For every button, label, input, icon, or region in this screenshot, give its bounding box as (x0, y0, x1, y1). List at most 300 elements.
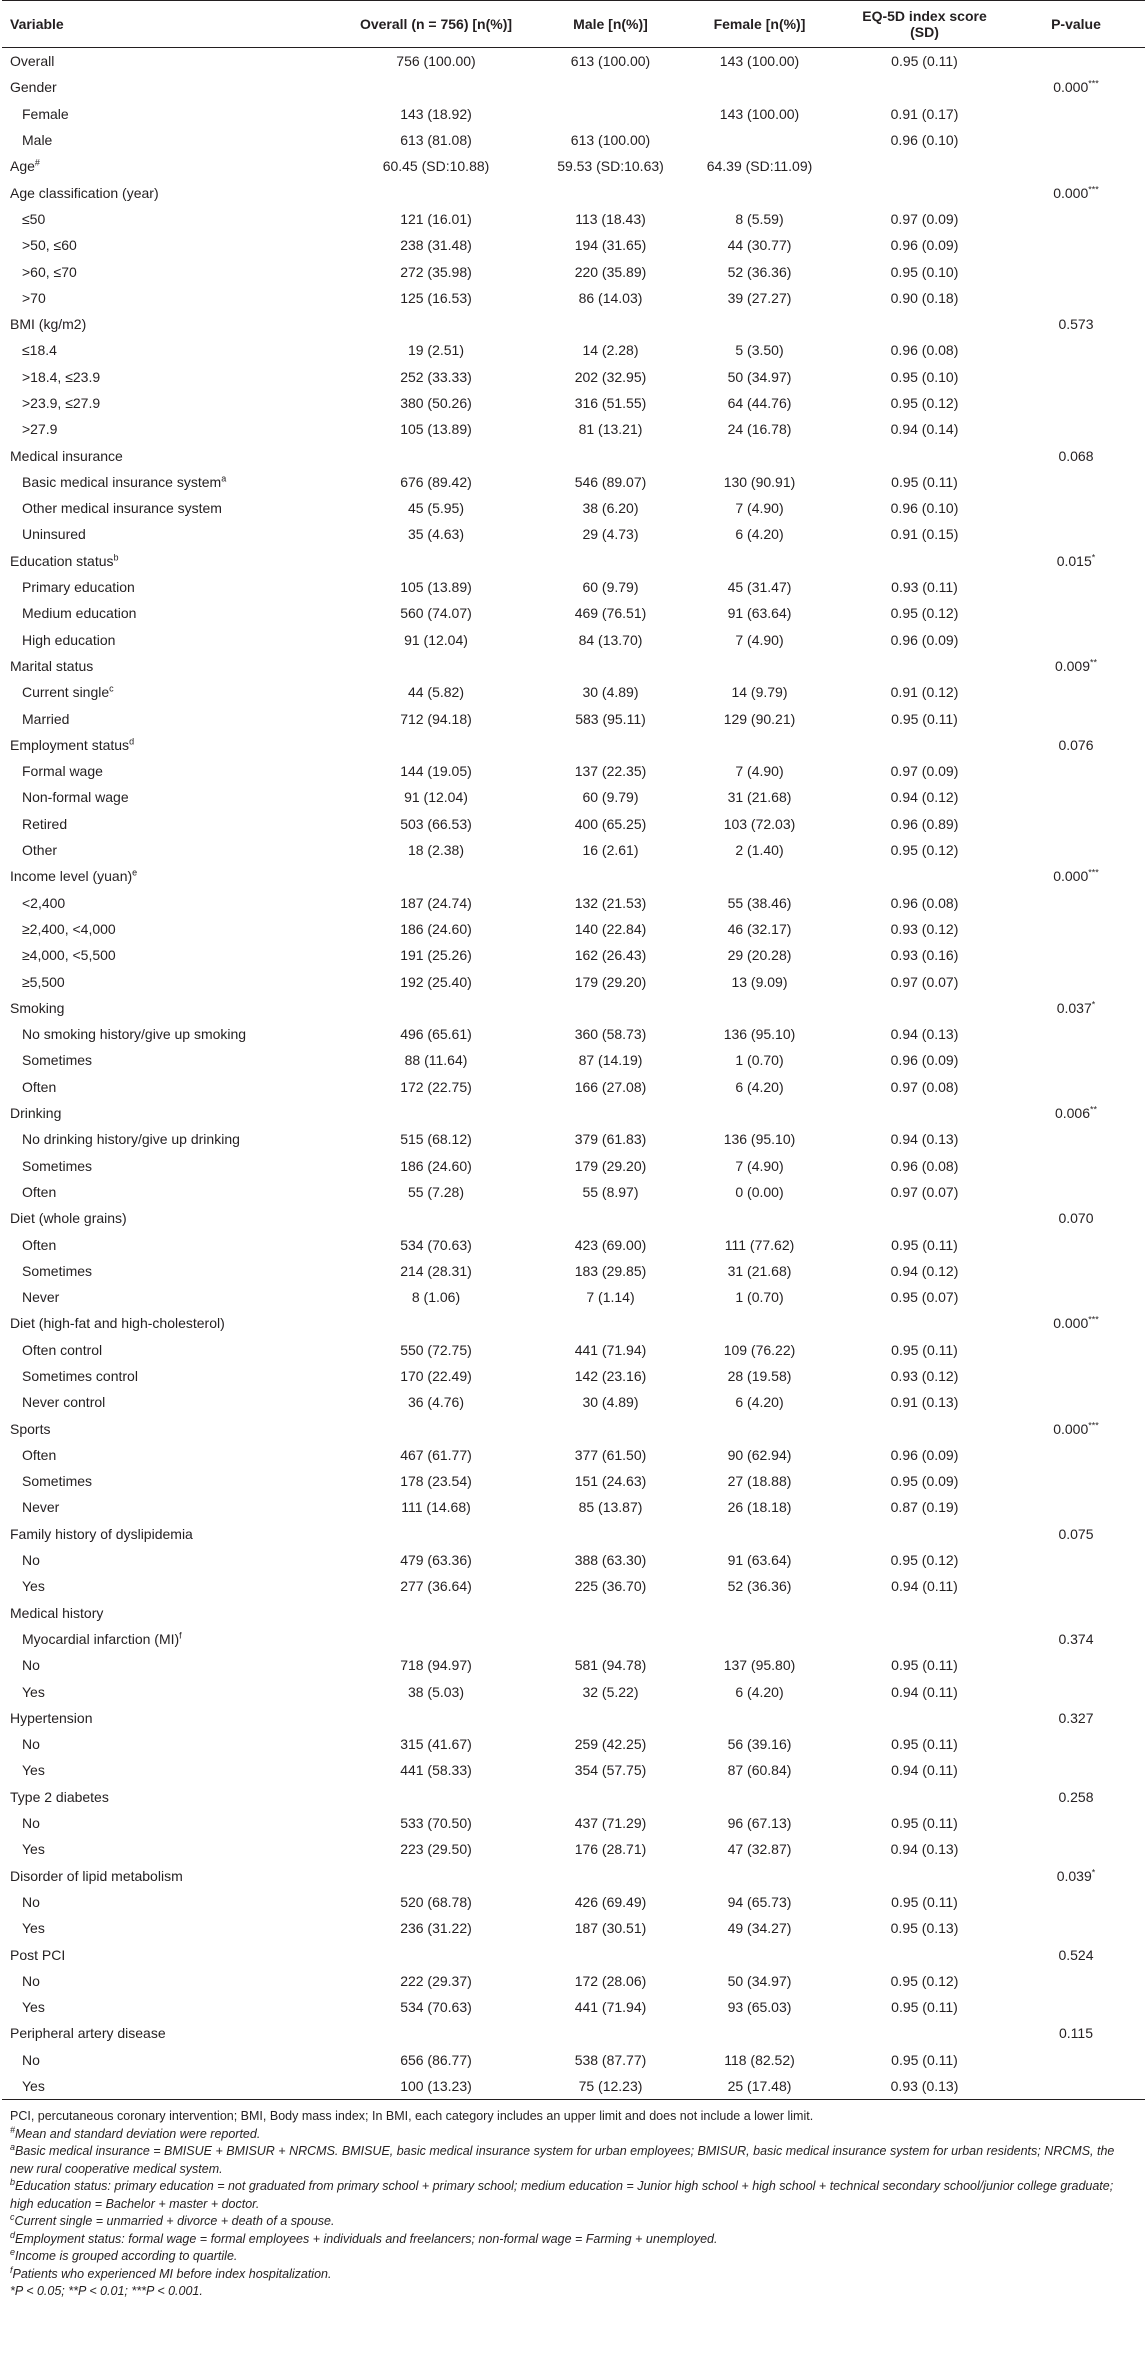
cell-male: 316 (51.55) (574, 395, 647, 411)
cell-eq5d: 0.96 (0.09) (890, 631, 959, 648)
cell-female: 7 (4.90) (735, 1157, 784, 1174)
row-label: No (22, 1736, 40, 1753)
cell-eq5d: 0.95 (0.07) (890, 1289, 959, 1306)
cell-female (677, 1521, 842, 1547)
table-row (2, 521, 1145, 547)
cell-p-value (1007, 1810, 1145, 1836)
cell-overall: 100 (13.23) (328, 2073, 544, 2100)
cell-eq5d: 0.97 (0.08) (890, 1078, 959, 1095)
cell-male (544, 179, 677, 205)
row-label: Family history of dyslipidemia (10, 1525, 193, 1542)
footnote-marker: f (10, 2264, 13, 2275)
row-label: Often (22, 1183, 57, 1200)
table-row (2, 916, 1145, 942)
table-row (2, 1205, 1145, 1231)
cell-p-value (1007, 1442, 1145, 1468)
table-row (2, 627, 1145, 653)
cell-p-value (1007, 1258, 1145, 1284)
cell-male: 60 (9.79) (582, 579, 639, 596)
characteristics-table (2, 0, 1145, 2100)
cell-female: 31 (21.68) (727, 789, 792, 806)
row-label: ≤50 (22, 210, 46, 227)
table-row (2, 1363, 1145, 1389)
cell-overall: 91 (12.04) (404, 789, 468, 806)
cell-female: 118 (82.52) (724, 2051, 795, 2068)
cell-overall: 756 (100.00) (396, 53, 476, 70)
row-label: Never (22, 1289, 60, 1306)
cell-p-value (1007, 206, 1145, 232)
cell-overall (328, 1784, 544, 1810)
footnote-marker: b (113, 552, 119, 563)
cell-eq5d: 0.91 (0.17) (890, 105, 959, 122)
table-row (2, 653, 1145, 679)
cell-eq5d: 0.91 (0.12) (890, 684, 959, 701)
table-row (2, 574, 1145, 600)
cell-eq5d (842, 1862, 1007, 1888)
cell-overall (328, 863, 544, 889)
cell-eq5d (842, 74, 1007, 100)
row-label: Yes (22, 1762, 45, 1779)
cell-overall (328, 1205, 544, 1231)
cell-female: 26 (18.18) (727, 1499, 792, 1516)
cell-female: 31 (21.68) (727, 1262, 792, 1279)
table-row (2, 74, 1145, 100)
cell-eq5d: 0.95 (0.11) (891, 710, 958, 727)
cell-p-value: 0.037* (1056, 999, 1096, 1016)
cell-overall: 191 (25.26) (400, 947, 472, 964)
row-label: Medical insurance (10, 447, 123, 464)
cell-female: 39 (27.27) (727, 289, 792, 306)
footnote: PCI, percutaneous coronary intervention; BMI, Body mass index; In BMI, each category includes an upper limit and does not include a lower limit. (10, 2109, 814, 2124)
table-row (2, 1994, 1145, 2020)
cell-p-value (1007, 1389, 1145, 1415)
row-label: ≤18.4 (22, 342, 57, 359)
cell-p-value (1007, 811, 1145, 837)
cell-overall (328, 1705, 544, 1731)
header-overall: Overall (n = 756) [n(%)] (328, 1, 544, 48)
cell-overall: 178 (23.54) (400, 1473, 472, 1490)
cell-female: 64.39 (SD:11.09) (706, 158, 813, 175)
cell-p-value (1007, 101, 1145, 127)
cell-overall: 252 (33.33) (400, 368, 472, 385)
row-label: Employment status$^d$ (10, 736, 135, 753)
cell-overall (328, 1941, 544, 1967)
cell-female (677, 179, 842, 205)
cell-overall: 315 (41.67) (400, 1736, 472, 1753)
cell-overall: 44 (5.82) (407, 684, 465, 701)
table-row (2, 1705, 1145, 1731)
cell-female: 28 (19.58) (727, 1367, 792, 1384)
header-variable: Variable (2, 1, 328, 48)
cell-female (677, 1705, 842, 1731)
cell-male: 85 (13.87) (578, 1499, 643, 1516)
row-label: Yes (22, 1841, 45, 1858)
cell-male: 172 (28.06) (574, 1972, 647, 1989)
cell-male: 166 (27.08) (574, 1078, 647, 1095)
significance-marker: *** (1088, 78, 1099, 89)
footnote-marker: d (10, 2229, 16, 2240)
cell-male: 613 (100.00) (570, 53, 651, 70)
cell-overall: 656 (86.77) (400, 2051, 472, 2068)
row-label: >50, ≤60 (22, 237, 77, 254)
table-row (2, 1100, 1145, 1126)
footnote-marker: e (132, 867, 138, 878)
cell-eq5d: 0.95 (0.10) (890, 368, 959, 385)
cell-female: 91 (63.64) (727, 1552, 792, 1569)
table-row (2, 811, 1145, 837)
cell-overall: 192 (25.40) (400, 973, 472, 990)
cell-eq5d: 0.97 (0.07) (890, 973, 959, 990)
cell-male (544, 653, 677, 679)
cell-male: 55 (8.97) (582, 1183, 639, 1200)
table-row (2, 1047, 1145, 1073)
row-label: Often (22, 1236, 57, 1253)
cell-p-value (1007, 127, 1145, 153)
cell-eq5d (842, 153, 1007, 179)
cell-eq5d (842, 1521, 1007, 1547)
cell-overall (328, 1521, 544, 1547)
row-label: Sometimes (22, 1473, 93, 1490)
cell-female (677, 1862, 842, 1888)
row-label: No (22, 1893, 40, 1910)
cell-female: 56 (39.16) (727, 1736, 792, 1753)
cell-overall: 105 (13.89) (400, 579, 472, 596)
cell-male (544, 1626, 677, 1652)
cell-p-value (1007, 1468, 1145, 1494)
cell-male: 142 (23.16) (574, 1367, 647, 1384)
row-label: Age# (10, 157, 40, 175)
cell-female: 96 (67.13) (727, 1815, 792, 1832)
cell-p-value (1007, 837, 1145, 863)
cell-female: 7 (4.90) (735, 631, 784, 648)
cell-overall: 503 (66.53) (400, 815, 472, 832)
cell-eq5d (842, 732, 1007, 758)
header-female: Female [n(%)] (677, 1, 842, 48)
cell-male: 81 (13.21) (578, 421, 643, 438)
cell-overall (328, 1415, 544, 1441)
cell-female: 6 (4.20) (735, 526, 784, 543)
footnote-marker: d (129, 736, 135, 747)
cell-male: 87 (14.19) (578, 1052, 643, 1069)
cell-overall: 533 (70.50) (400, 1815, 472, 1832)
cell-male: 30 (4.89) (582, 684, 639, 701)
cell-overall: 467 (61.77) (400, 1446, 472, 1463)
row-label: Sometimes control (22, 1367, 138, 1384)
cell-p-value: 0.070 (1058, 1210, 1094, 1227)
cell-p-value (1007, 1047, 1145, 1073)
row-label: Sports (10, 1420, 51, 1437)
cell-overall: 144 (19.05) (400, 763, 472, 780)
table-row (2, 1442, 1145, 1468)
cell-female (677, 548, 842, 574)
cell-female: 2 (1.40) (735, 842, 784, 859)
cell-female: 7 (4.90) (735, 763, 784, 780)
cell-female: 46 (32.17) (727, 920, 792, 937)
cell-p-value (1007, 1836, 1145, 1862)
cell-female: 47 (32.87) (727, 1841, 792, 1858)
cell-female: 130 (90.91) (723, 473, 796, 490)
cell-p-value (1007, 153, 1145, 179)
table-row (2, 705, 1145, 731)
significance-marker: *** (1088, 1314, 1099, 1325)
cell-overall: 380 (50.26) (400, 395, 472, 411)
cell-female: 1 (0.70) (735, 1289, 784, 1306)
cell-female: 143 (100.00) (719, 105, 800, 122)
cell-male: 179 (29.20) (574, 973, 647, 990)
cell-female (677, 732, 842, 758)
table-row (2, 1258, 1145, 1284)
cell-p-value (1007, 1231, 1145, 1257)
row-label: Retired (22, 815, 68, 832)
row-label: Female (22, 105, 69, 122)
cell-male: 202 (32.95) (574, 368, 647, 385)
cell-male: 38 (6.20) (582, 500, 639, 517)
cell-p-value: 0.327 (1058, 1709, 1094, 1726)
cell-overall: 60.45 (SD:10.88) (382, 158, 490, 175)
cell-female: 5 (3.50) (735, 342, 784, 359)
table-row (2, 1731, 1145, 1757)
row-label: Yes (22, 1920, 45, 1937)
table-row (2, 1468, 1145, 1494)
cell-female (677, 127, 842, 153)
footnote: $^d$Employment status: formal wage = formal employees + individuals and freelancers; non-formal wage = Farming + unemployed. (10, 2229, 718, 2246)
cell-eq5d: 0.95 (0.12) (890, 842, 959, 859)
cell-eq5d: 0.95 (0.13) (890, 1920, 959, 1937)
row-label: Medical history (10, 1604, 104, 1621)
significance-marker: * (1091, 552, 1096, 563)
table-row (2, 285, 1145, 311)
cell-eq5d (842, 1705, 1007, 1731)
row-label: High education (22, 631, 116, 648)
row-label: Medium education (22, 605, 137, 622)
cell-male: 151 (24.63) (574, 1473, 647, 1490)
table-row (2, 1915, 1145, 1941)
cell-overall: 496 (65.61) (400, 1026, 472, 1043)
row-label: Yes (22, 1999, 45, 2016)
row-label: Basic medical insurance system$^a$ (22, 473, 227, 490)
cell-p-value (1007, 574, 1145, 600)
cell-p-value: 0.076 (1058, 736, 1094, 753)
cell-p-value (1007, 1915, 1145, 1941)
cell-eq5d: 0.93 (0.11) (891, 579, 958, 596)
cell-female: 64 (44.76) (727, 395, 792, 411)
cell-p-value (1007, 1889, 1145, 1915)
cell-p-value: 0.524 (1058, 1946, 1094, 1963)
row-label: Drinking (10, 1105, 62, 1122)
footnote-marker: # (10, 2124, 16, 2135)
cell-p-value: 0.006** (1054, 1104, 1098, 1122)
row-label: Sometimes (22, 1157, 93, 1174)
row-label: Post PCI (10, 1946, 66, 1963)
cell-female (677, 863, 842, 889)
row-label: Current single$^c$ (22, 683, 114, 701)
cell-p-value (1007, 1021, 1145, 1047)
cell-p-value (1007, 1968, 1145, 1994)
footnote: $^f$Patients who experienced MI before index hospitalization. (10, 2264, 332, 2281)
cell-female (677, 1600, 842, 1626)
cell-p-value (1007, 1284, 1145, 1310)
significance-marker: * (1091, 1866, 1096, 1877)
cell-overall: 534 (70.63) (400, 1236, 472, 1253)
cell-female (677, 1415, 842, 1441)
row-label: No (22, 1657, 40, 1674)
row-label: Male (22, 132, 53, 149)
cell-p-value: 0.374 (1058, 1630, 1094, 1647)
cell-p-value (1007, 390, 1145, 416)
cell-female (677, 311, 842, 337)
cell-female: 6 (4.20) (735, 1078, 784, 1095)
row-label: Other (22, 842, 58, 859)
cell-female (677, 653, 842, 679)
cell-p-value (1007, 1731, 1145, 1757)
footnote-marker: a (221, 473, 227, 484)
cell-male: 426 (69.49) (574, 1893, 647, 1910)
cell-overall (328, 442, 544, 468)
cell-male: 469 (76.51) (574, 605, 647, 622)
cell-female (677, 1941, 842, 1967)
cell-overall: 36 (4.76) (407, 1394, 465, 1411)
table-row (2, 179, 1145, 205)
cell-p-value: 0.115 (1059, 2025, 1093, 2042)
cell-eq5d: 0.87 (0.19) (890, 1499, 959, 1516)
row-label: Peripheral artery disease (10, 2025, 166, 2042)
cell-eq5d: 0.91 (0.15) (890, 526, 959, 543)
footnote: $^b$Education status: primary education = not graduated from primary school + primary school; medium education = Junior high school + high school + technical secondary school/junior college graduate; high education = Bachelor + master + doctor. (10, 2177, 1114, 2211)
cell-overall (328, 653, 544, 679)
cell-eq5d: 0.95 (0.12) (890, 1972, 959, 1989)
cell-male (544, 311, 677, 337)
row-label: Uninsured (22, 526, 86, 543)
row-label: >70 (22, 289, 46, 306)
cell-male: 220 (35.89) (574, 263, 647, 280)
cell-p-value (1007, 495, 1145, 521)
table-row (2, 1968, 1145, 1994)
table-row (2, 890, 1145, 916)
cell-eq5d (842, 1100, 1007, 1126)
cell-p-value (1007, 784, 1145, 810)
cell-p-value (1007, 1600, 1145, 1626)
cell-female: 45 (31.47) (727, 579, 792, 596)
row-label: Diet (high-fat and high-cholesterol) (10, 1315, 225, 1332)
cell-overall: 520 (68.78) (400, 1893, 472, 1910)
row-label: >18.4, ≤23.9 (22, 368, 101, 385)
cell-eq5d: 0.96 (0.08) (890, 342, 959, 359)
footnote-marker: # (34, 157, 40, 168)
table-row (2, 2020, 1145, 2046)
cell-eq5d (842, 311, 1007, 337)
footnote-marker: f (179, 1630, 182, 1641)
cell-male: 581 (94.78) (574, 1657, 647, 1674)
cell-male (544, 1310, 677, 1336)
cell-overall (328, 179, 544, 205)
cell-p-value: 0.039* (1056, 1866, 1096, 1884)
row-label: Type 2 diabetes (10, 1788, 109, 1805)
cell-male (544, 1941, 677, 1967)
cell-female: 6 (4.20) (735, 1394, 784, 1411)
cell-female (677, 1100, 842, 1126)
cell-male (544, 101, 677, 127)
cell-eq5d: 0.94 (0.11) (891, 1578, 958, 1595)
cell-eq5d: 0.96 (0.89) (890, 815, 959, 832)
row-label: >23.9, ≤27.9 (22, 395, 101, 411)
cell-female: 7 (4.90) (735, 500, 784, 517)
cell-eq5d: 0.95 (0.09) (890, 1473, 959, 1490)
table-row (2, 679, 1145, 705)
row-label: Never control (22, 1394, 106, 1411)
cell-eq5d (842, 863, 1007, 889)
table-row (2, 600, 1145, 626)
cell-female (677, 2020, 842, 2046)
cell-eq5d: 0.95 (0.12) (890, 395, 959, 411)
cell-overall: 277 (36.64) (400, 1578, 472, 1595)
cell-male: 32 (5.22) (582, 1683, 639, 1700)
cell-male: 16 (2.61) (582, 842, 639, 859)
cell-eq5d: 0.94 (0.13) (890, 1841, 959, 1858)
cell-eq5d (842, 1415, 1007, 1441)
cell-eq5d: 0.93 (0.13) (842, 2073, 1007, 2100)
table-row (2, 101, 1145, 127)
row-label: >27.9 (22, 421, 58, 438)
footnote-marker: c (10, 2212, 15, 2222)
row-label: No (22, 1972, 40, 1989)
cell-female: 0 (0.00) (735, 1183, 784, 1200)
table-row (2, 495, 1145, 521)
cell-male (544, 863, 677, 889)
cell-eq5d: 0.91 (0.13) (890, 1394, 959, 1411)
cell-overall: 172 (22.75) (400, 1078, 472, 1095)
cell-female: 90 (62.94) (727, 1446, 792, 1463)
row-label: Sometimes (22, 1052, 93, 1069)
cell-overall: 238 (31.48) (400, 237, 472, 254)
cell-p-value: 0.075 (1058, 1525, 1094, 1542)
table-row (2, 1862, 1145, 1888)
table-row (2, 364, 1145, 390)
cell-overall: 718 (94.97) (400, 1657, 472, 1674)
cell-p-value (1007, 1678, 1145, 1704)
cell-eq5d: 0.93 (0.16) (890, 947, 959, 964)
table-row (2, 311, 1145, 337)
cell-male (544, 74, 677, 100)
cell-female (677, 74, 842, 100)
cell-female: 55 (38.46) (727, 894, 792, 911)
cell-eq5d (842, 1205, 1007, 1231)
row-label: ≥2,400, <4,000 (22, 920, 116, 937)
table-row (2, 1074, 1145, 1100)
table-row (2, 1521, 1145, 1547)
row-label: Myocardial infarction (MI)$^f$ (22, 1630, 182, 1647)
cell-male: 441 (71.94) (574, 1999, 647, 2016)
cell-overall: 91 (12.04) (404, 631, 468, 648)
table-row (2, 1310, 1145, 1336)
cell-female: 25 (17.48) (677, 2073, 842, 2100)
row-label: Marital status (10, 657, 94, 674)
cell-eq5d (842, 995, 1007, 1021)
cell-overall: 550 (72.75) (400, 1341, 472, 1358)
table-row (2, 469, 1145, 495)
table-row (2, 206, 1145, 232)
table-row (2, 258, 1145, 284)
cell-eq5d (842, 442, 1007, 468)
cell-eq5d: 0.95 (0.12) (890, 1552, 959, 1569)
table-body (2, 48, 1145, 2100)
cell-p-value (1007, 232, 1145, 258)
cell-overall: 236 (31.22) (400, 1920, 472, 1937)
cell-male: 29 (4.73) (582, 526, 639, 543)
cell-p-value (1007, 364, 1145, 390)
row-label: Smoking (10, 999, 65, 1016)
cell-female: 1 (0.70) (735, 1052, 784, 1069)
significance-marker: *** (1088, 867, 1099, 878)
